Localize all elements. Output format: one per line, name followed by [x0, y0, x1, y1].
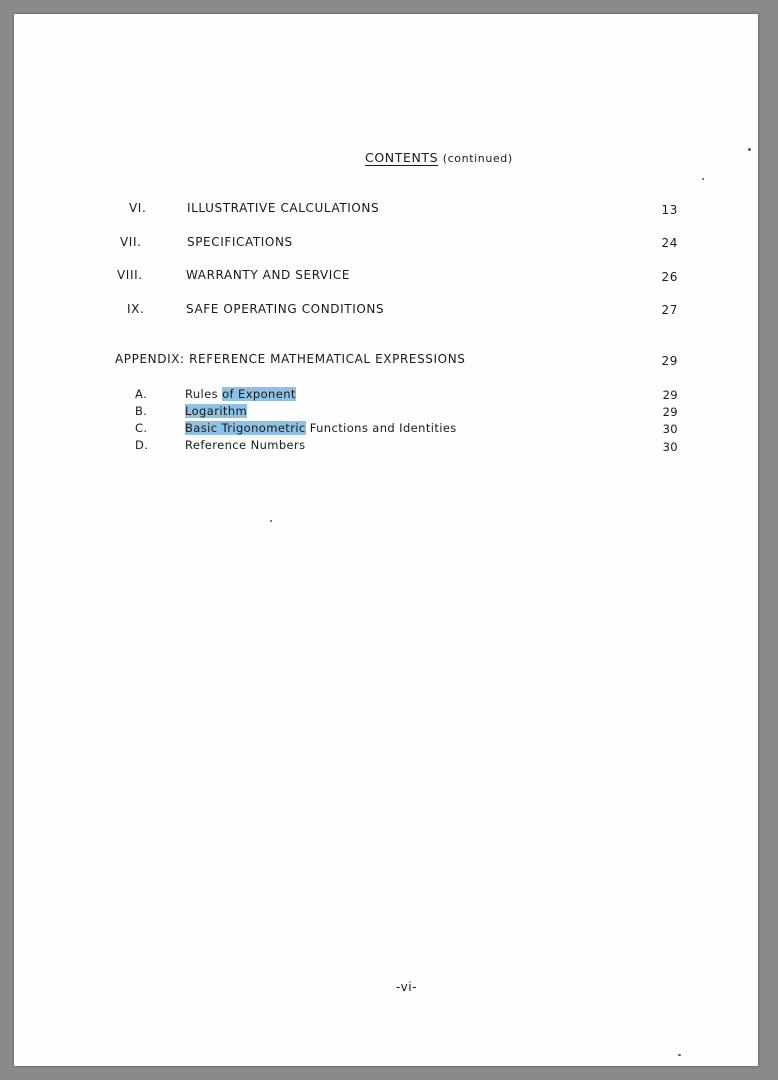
subsection-page: 30 [662, 422, 678, 436]
contents-subtitle: (continued) [442, 152, 513, 165]
subsection-letter: C. [135, 421, 148, 435]
appendix-title: APPENDIX: REFERENCE MATHEMATICAL EXPRESSIONS [115, 352, 466, 366]
subsection-title: Reference Numbers [185, 438, 306, 452]
section-title: SPECIFICATIONS [187, 235, 293, 249]
appendix-page: 29 [661, 354, 678, 368]
text-highlight: Logarithm [185, 404, 248, 418]
section-page: 27 [661, 303, 678, 317]
subsection-letter: B. [135, 404, 148, 418]
text-highlight: of Exponent [222, 387, 296, 401]
subsection-title: Basic Trigonometric Functions and Identities [185, 421, 457, 435]
section-page: 24 [661, 236, 678, 250]
section-numeral: VI. [129, 201, 147, 215]
section-title: SAFE OPERATING CONDITIONS [186, 302, 385, 316]
subsection-letter: A. [135, 387, 148, 401]
subsection-title: Rules of Exponent [185, 387, 296, 401]
section-title: WARRANTY AND SERVICE [186, 268, 351, 282]
page-number-footer: -vi- [396, 980, 418, 994]
subsection-title [185, 404, 247, 418]
document-page [14, 14, 758, 1066]
section-numeral: VII. [120, 235, 142, 249]
section-numeral: VIII. [117, 268, 143, 282]
section-page: 26 [661, 270, 678, 284]
text-highlight: Basic Trigonometric [185, 421, 306, 435]
section-title: ILLUSTRATIVE CALCULATIONS [187, 201, 380, 215]
scan-speck [702, 178, 704, 180]
subsection-page: 29 [662, 405, 678, 419]
contents-heading [365, 150, 513, 165]
scan-speck [678, 1054, 681, 1056]
subsection-page: 29 [662, 388, 678, 402]
contents-title: CONTENTS [365, 150, 439, 165]
subsection-page: 30 [662, 440, 678, 454]
section-page: 13 [661, 203, 678, 217]
scan-speck [270, 520, 272, 522]
section-numeral: IX. [127, 302, 145, 316]
subsection-letter: D. [135, 438, 149, 452]
scan-speck [748, 148, 751, 151]
